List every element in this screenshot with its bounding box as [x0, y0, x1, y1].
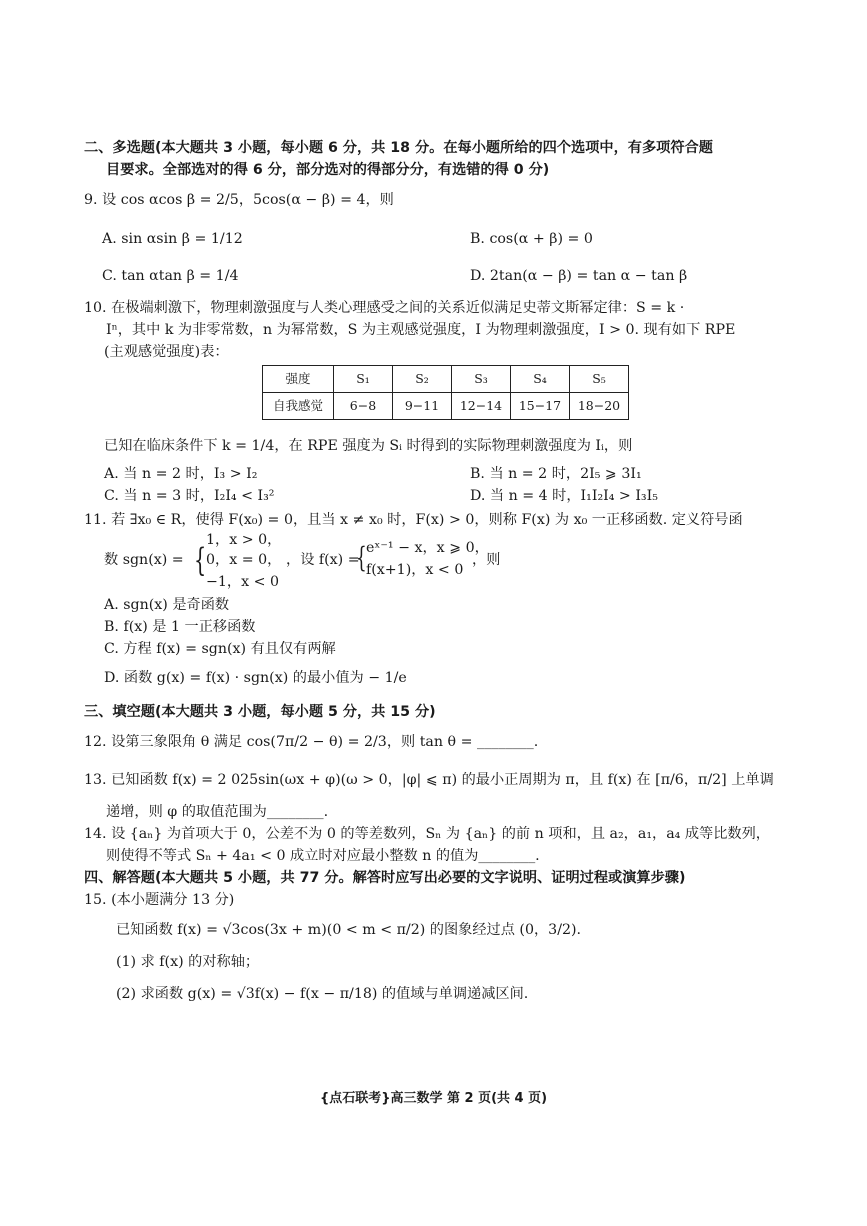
- f-case-2: f(x+1)，x < 0: [366, 562, 464, 578]
- rpe-header-cell: 强度: [263, 366, 334, 393]
- sgn-case-3: −1，x < 0: [206, 574, 280, 590]
- q10-line1: 10. 在极端刺激下，物理刺激强度与人类心理感受之间的关系近似满足史蒂文斯幂定律：S = k ·: [84, 300, 685, 316]
- q11-f-prefix: ，设 f(x) =: [286, 552, 360, 568]
- rpe-data-cell: 18−20: [570, 393, 629, 420]
- rpe-table: [262, 365, 629, 420]
- section-2-header-line1: 二、多选题(本大题共 3 小题，每小题 6 分，共 18 分。在每小题所给的四个选项中，有多项符合题: [84, 140, 713, 156]
- q14-line2: 则使得不等式 Sₙ + 4a₁ < 0 成立时对应最小整数 n 的值为________.: [106, 848, 540, 864]
- q13-line2: 递增，则 φ 的取值范围为________.: [106, 804, 329, 820]
- q15-title: 15. (本小题满分 13 分): [84, 892, 235, 908]
- section-4-header: 四、解答题(本大题共 5 小题，共 77 分。解答时应写出必要的文字说明、证明过程或演算步骤): [84, 870, 686, 886]
- rpe-data-cell: 6−8: [334, 393, 393, 420]
- q15-part2: (2) 求函数 g(x) = √3f(x) − f(x − π/18) 的值域与单调递减区间.: [116, 986, 529, 1002]
- rpe-header-cell: S₅: [570, 366, 629, 393]
- q10-option-a: A. 当 n = 2 时，I₃ > I₂: [104, 466, 258, 482]
- q13-line1: 13. 已知函数 f(x) = 2 025sin(ωx + φ)(ω > 0，|φ| ⩽ π) 的最小正周期为 π，且 f(x) 在 [π/6，π/2] 上单调: [84, 772, 774, 788]
- rpe-table-header-row: [263, 366, 629, 393]
- q10-line2: Iⁿ，其中 k 为非零常数，n 为幂常数，S 为主观感觉强度，I 为物理刺激强度，I > 0. 现有如下 RPE: [106, 322, 736, 338]
- q9-option-d: D. 2tan(α − β) = tan α − tan β: [470, 268, 688, 284]
- f-brace: {: [356, 541, 367, 574]
- q11-option-d: D. 函数 g(x) = f(x) · sgn(x) 的最小值为 − 1/e: [104, 670, 407, 686]
- rpe-header-cell: S₄: [511, 366, 570, 393]
- q9-option-c: C. tan αtan β = 1/4: [102, 268, 239, 284]
- q10-option-c: C. 当 n = 3 时，I₂I₄ < I₃²: [104, 488, 275, 504]
- q12: 12. 设第三象限角 θ 满足 cos(7π/2 − θ) = 2/3，则 tan θ = ________.: [84, 734, 539, 750]
- q11-option-a: A. sgn(x) 是奇函数: [104, 597, 230, 613]
- rpe-data-cell: 9−11: [393, 393, 452, 420]
- rpe-table-data-row: [263, 393, 629, 420]
- q10-condition: 已知在临床条件下 k = 1/4，在 RPE 强度为 Sᵢ 时得到的实际物理刺激强度为 Iᵢ，则: [104, 438, 633, 454]
- q14-line1: 14. 设 {aₙ} 为首项大于 0，公差不为 0 的等差数列，Sₙ 为 {aₙ} 的前 n 项和，且 a₂，a₁，a₄ 成等比数列，: [84, 826, 770, 842]
- rpe-data-cell: 15−17: [511, 393, 570, 420]
- q15-stem: 已知函数 f(x) = √3cos(3x + m)(0 < m < π/2) 的图象经过点 (0，3/2).: [116, 922, 582, 938]
- rpe-header-cell: S₁: [334, 366, 393, 393]
- sgn-case-2: 0，x = 0，: [206, 552, 282, 568]
- q11-f-suffix: ，则: [472, 552, 501, 568]
- q11-option-b: B. f(x) 是 1 一正移函数: [104, 619, 256, 635]
- sgn-brace: {: [194, 541, 207, 579]
- sgn-case-1: 1，x > 0，: [206, 532, 282, 548]
- q10-option-b: B. 当 n = 2 时，2I₅ ⩾ 3I₁: [470, 466, 642, 482]
- q15-part1: (1) 求 f(x) 的对称轴；: [116, 954, 260, 970]
- q9-option-b: B. cos(α + β) = 0: [470, 231, 593, 247]
- q11-line1: 11. 若 ∃x₀ ∈ R，使得 F(x₀) = 0，且当 x ≠ x₀ 时，F(x) > 0，则称 F(x) 为 x₀ 一正移函数. 定义符号函: [84, 512, 743, 528]
- section-3-header: 三、填空题(本大题共 3 小题，每小题 5 分，共 15 分): [84, 704, 436, 720]
- q11-sgn-prefix: 数 sgn(x) =: [104, 552, 184, 568]
- section-2-header-line2: 目要求。全部选对的得 6 分，部分选对的得部分分，有选错的得 0 分): [106, 162, 550, 178]
- q9-stem: 9. 设 cos αcos β = 2/5，5cos(α − β) = 4，则: [84, 192, 394, 208]
- q11-option-c: C. 方程 f(x) = sgn(x) 有且仅有两解: [104, 641, 336, 657]
- rpe-header-cell: S₃: [452, 366, 511, 393]
- rpe-header-cell: S₂: [393, 366, 452, 393]
- rpe-data-cell: 自我感觉: [263, 393, 334, 420]
- page-footer: {点石联考}高三数学 第 2 页(共 4 页): [319, 1091, 548, 1106]
- q10-option-d: D. 当 n = 4 时，I₁I₂I₄ > I₃I₅: [470, 488, 658, 504]
- q10-line3: (主观感觉强度)表：: [104, 344, 229, 360]
- rpe-data-cell: 12−14: [452, 393, 511, 420]
- q9-option-a: A. sin αsin β = 1/12: [102, 231, 243, 247]
- f-case-1: eˣ⁻¹ − x，x ⩾ 0，: [366, 540, 489, 556]
